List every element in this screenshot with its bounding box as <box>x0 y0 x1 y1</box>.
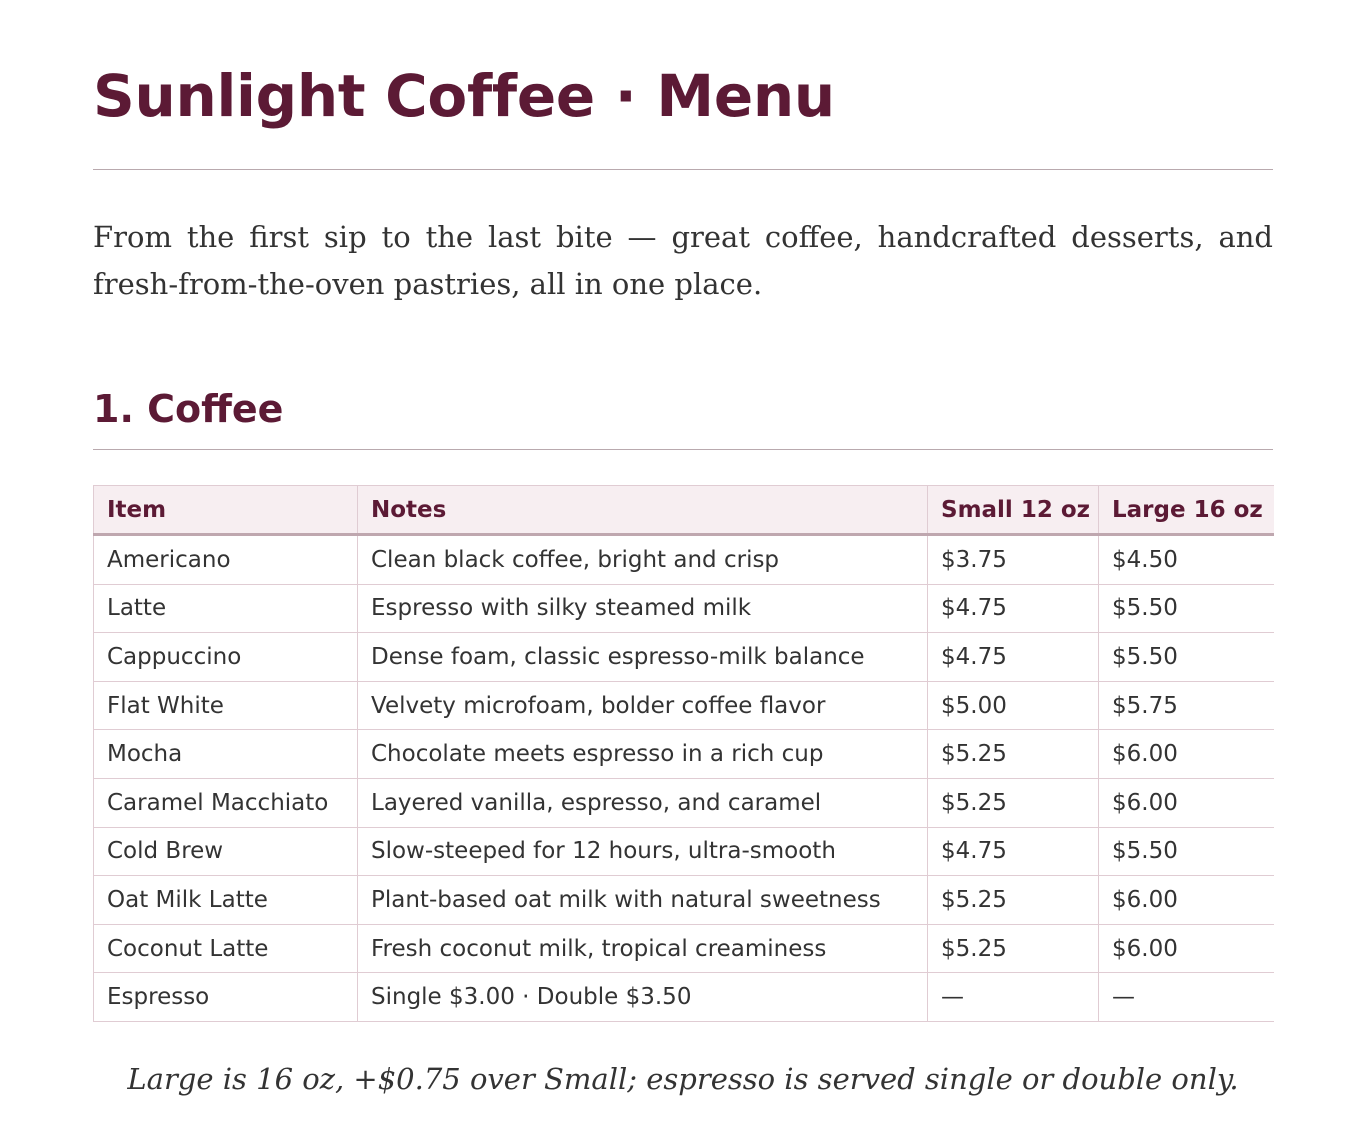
table-row <box>94 681 1274 730</box>
large-price-cell: $6.00 <box>1099 876 1274 925</box>
item-name-cell: Oat Milk Latte <box>94 876 358 925</box>
table-row <box>94 730 1274 779</box>
coffee-menu-table <box>93 485 1274 1022</box>
small-price-cell: $4.75 <box>928 633 1099 682</box>
table-header-row <box>94 486 1274 535</box>
page-title: Sunlight Coffee · Menu <box>93 62 835 130</box>
table-row <box>94 876 1274 925</box>
small-price-cell: $4.75 <box>928 584 1099 633</box>
small-price-cell: $5.25 <box>928 876 1099 925</box>
large-price-cell: — <box>1099 973 1274 1022</box>
table-row <box>94 584 1274 633</box>
table-row <box>94 924 1274 973</box>
item-notes-cell: Dense foam, classic espresso-milk balance <box>358 633 928 682</box>
table-row <box>94 535 1274 585</box>
item-notes-cell: Slow-steeped for 12 hours, ultra-smooth <box>358 827 928 876</box>
large-price-cell: $5.50 <box>1099 827 1274 876</box>
table-row <box>94 973 1274 1022</box>
item-name-cell: Flat White <box>94 681 358 730</box>
item-notes-cell: Plant-based oat milk with natural sweetness <box>358 876 928 925</box>
column-header-large: Large 16 oz <box>1099 486 1274 535</box>
intro-paragraph: From the first sip to the last bite — great coffee, handcrafted desserts, and fresh-from-the-oven pastries, all in one place. <box>93 220 1273 301</box>
section-heading-coffee: 1. Coffee <box>93 387 284 431</box>
small-price-cell: — <box>928 973 1099 1022</box>
item-notes-cell: Fresh coconut milk, tropical creaminess <box>358 924 928 973</box>
large-price-cell: $4.50 <box>1099 535 1274 585</box>
large-price-cell: $5.75 <box>1099 681 1274 730</box>
small-price-cell: $3.75 <box>928 535 1099 585</box>
large-price-cell: $6.00 <box>1099 778 1274 827</box>
table-row <box>94 827 1274 876</box>
title-divider <box>93 169 1273 170</box>
column-header-notes: Notes <box>358 486 928 535</box>
item-name-cell: Coconut Latte <box>94 924 358 973</box>
item-name-cell: Espresso <box>94 973 358 1022</box>
large-price-cell: $5.50 <box>1099 584 1274 633</box>
small-price-cell: $4.75 <box>928 827 1099 876</box>
item-notes-cell: Velvety microfoam, bolder coffee flavor <box>358 681 928 730</box>
column-header-item: Item <box>94 486 358 535</box>
small-price-cell: $5.25 <box>928 730 1099 779</box>
small-price-cell: $5.25 <box>928 778 1099 827</box>
table-footnote: Large is 16 oz, +$0.75 over Small; espresso is served single or double only. <box>127 1062 1239 1096</box>
item-notes-cell: Espresso with silky steamed milk <box>358 584 928 633</box>
item-name-cell: Latte <box>94 584 358 633</box>
item-notes-cell: Single $3.00 · Double $3.50 <box>358 973 928 1022</box>
item-name-cell: Caramel Macchiato <box>94 778 358 827</box>
small-price-cell: $5.00 <box>928 681 1099 730</box>
small-price-cell: $5.25 <box>928 924 1099 973</box>
item-notes-cell: Chocolate meets espresso in a rich cup <box>358 730 928 779</box>
item-name-cell: Americano <box>94 535 358 585</box>
table-row <box>94 778 1274 827</box>
item-name-cell: Mocha <box>94 730 358 779</box>
large-price-cell: $6.00 <box>1099 924 1274 973</box>
item-name-cell: Cold Brew <box>94 827 358 876</box>
large-price-cell: $6.00 <box>1099 730 1274 779</box>
item-notes-cell: Clean black coffee, bright and crisp <box>358 535 928 585</box>
section-divider <box>93 449 1273 450</box>
table-row <box>94 633 1274 682</box>
large-price-cell: $5.50 <box>1099 633 1274 682</box>
item-name-cell: Cappuccino <box>94 633 358 682</box>
column-header-small: Small 12 oz <box>928 486 1099 535</box>
item-notes-cell: Layered vanilla, espresso, and caramel <box>358 778 928 827</box>
